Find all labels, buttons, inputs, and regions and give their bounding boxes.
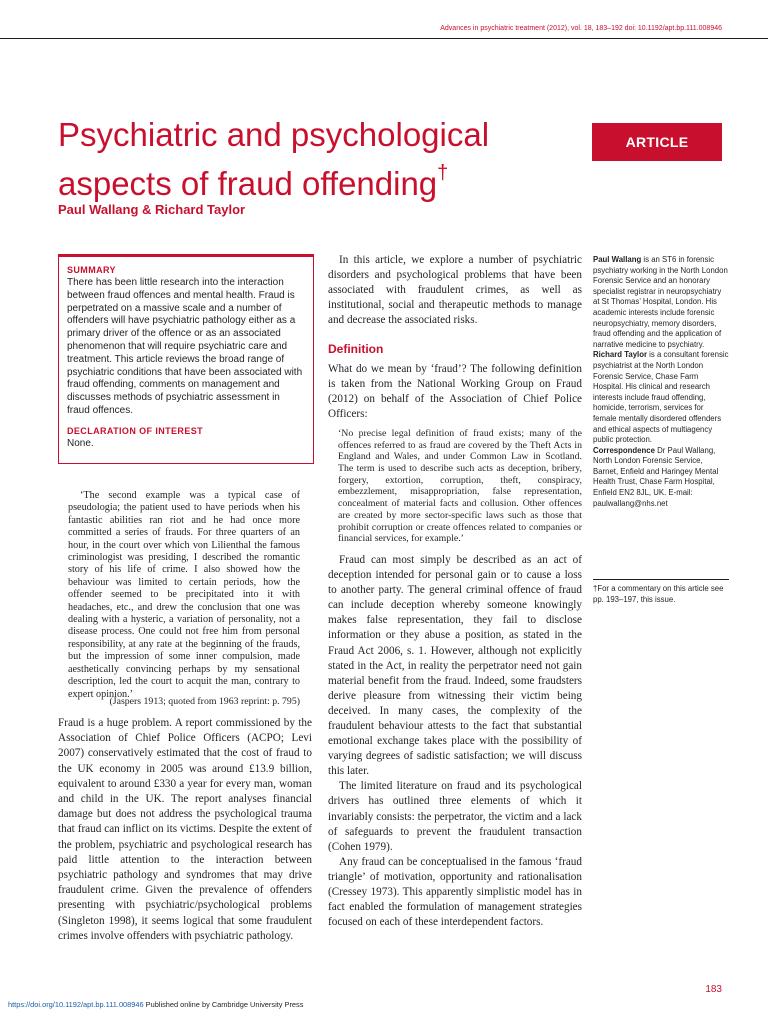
doi-link[interactable]: https://doi.org/10.1192/apt.bp.111.008946: [8, 1000, 144, 1009]
author-line: Paul Wallang & Richard Taylor: [58, 202, 246, 217]
author-bio-2: [593, 350, 729, 445]
epigraph-citation: (Jaspers 1913; quoted from 1963 reprint: p. 795): [109, 696, 300, 707]
running-head: Advances in psychiatric treatment (2012), vol. 18, 183–192 doi: 10.1192/apt.bp.111.008946: [440, 25, 722, 32]
declaration-text: None.: [67, 437, 94, 449]
summary-box: [58, 254, 314, 464]
body-column-2: [328, 253, 582, 930]
definition-paragraph: What do we mean by ‘fraud’? The following definition is taken from the National Working Group on Fraud (2012) on behalf of the Association of Chief Police Officers:: [328, 362, 582, 420]
body-paragraph: The limited literature on fraud and its psychological drivers has outlined three elements of which it invariably consists: the perpetrator, the victim and a lack of safeguards to prevent the fraudulent transaction (Cohen 1979).: [328, 780, 582, 853]
definition-quote: [338, 428, 582, 545]
correspondence-label: Correspondence: [593, 445, 655, 455]
author-bio-1-name: Paul Wallang: [593, 255, 642, 264]
body-paragraph: Any fraud can be conceptualised in the famous ‘fraud triangle’ of motivation, opportunity and rationalisation (Cressey 1973). This apparently simplistic model has in fact enabled the formulation of management strategies focused on each of these interdependent factors.: [328, 855, 582, 929]
article-title: [58, 114, 578, 205]
author-bio-1: [593, 255, 729, 350]
author-bio-2-text: is a consultant forensic psychiatrist at the North London Forensic Service, Chase Farm Hospital. His clinical and research interests include fraud offending, homicide, terrorism, services for female mentally disordered offenders and ethical aspects of multiagency public protection.: [593, 350, 729, 445]
intro-paragraph: In this article, we explore a number of psychiatric disorders and psychological problems that have been associated with fraudulent crimes, as well as institutional, social and therapeutic methods to manage and decrease the associated risks.: [328, 254, 582, 327]
summary-text: There has been little research into the interaction between fraud offences and mental health. Fraud is perpetrated on a massive scale and a number of offenders will have psychiatric pathology either as a primary driver of the offence or as an associated phenomenon that will require psychiatric care and treatment. This article reviews the broad range of psychiatric conditions that have been associated with fraud offending, comments on management and discusses methods of psychiatric assessment in fraud offences.: [67, 277, 303, 416]
author-bio-1-text: is an ST6 in forensic psychiatry working in the North London Forensic Service and an honorary specialist registrar in neuropsychiatry at St Thomas’ Hospital, London. His academic interests include forensic neuropsychiatry, memory disorders, fraud offending and the application of narrative medicine to psychiatry.: [593, 255, 728, 349]
summary-heading: SUMMARY: [67, 265, 116, 275]
correspondence-text: Dr Paul Wallang, North London Forensic Service, Barnet, Enfield and Haringey Mental Health Trust, Chase Farm Hospital, Enfield EN2 8JL, UK. E-mail: paulwallang@nhs.net: [593, 445, 719, 508]
declaration-heading: DECLARATION OF INTEREST: [67, 425, 204, 436]
page-number: 183: [705, 984, 722, 995]
correspondence: [593, 446, 729, 510]
article-title-text: Psychiatric and psychological aspects of fraud offending: [58, 116, 490, 202]
title-footnote-mark: †: [437, 162, 449, 184]
article-type-badge: ARTICLE: [592, 123, 722, 161]
footnote: †For a commentary on this article see pp. 193–197, this issue.: [593, 584, 724, 604]
definition-quote-text: ‘No precise legal definition of fraud exists; many of the offences referred to as fraud are covered by the Theft Acts in England and Wales, and under Common Law in Scotland. The term is used to describe such acts as deception, bribery, forgery, extortion, corruption, theft, conspiracy, embezzlement, misappropriation, false representation, concealment of material facts and collusion. Other offences are created by more sector-specific laws such as those that prohibit corruption or create offences related to companies or financial services, for example.’: [338, 427, 582, 545]
footnote-rule: [593, 579, 729, 580]
author-bio-2-name: Richard Taylor: [593, 350, 648, 360]
section-heading-definition: Definition: [328, 342, 384, 357]
header-rule: [0, 38, 768, 39]
body-paragraph: Fraud can most simply be described as an act of deception intended for personal gain or to cause a loss to another party. The general criminal offence of fraud can include deception whereby someone knowingly makes false representation, they fail to disclose information or they abuse a position, as stated in the Fraud Act 2006, s. 1. However, although not explicitly stated in the Act, in reality the perpetrator need not gain material benefit from the fraud. Indeed, some fraudsters derive pleasure from witnessing their victim being deceived. In many cases, the complexity of the fraudulent behaviour attests to the fact that substantial emotional exchange takes place with the possibility of varying degrees of sadistic satisfaction; we will discuss this later.: [328, 553, 582, 778]
epigraph-text: ‘The second example was a typical case of pseudologia; the patient used to have periods when his fantastic abilities ran riot and he had once more committed a series of frauds. For three quarters of an hour, in the court over which von Lilienthal the famous criminologist was presiding, I described the romantic story of his life of crime. I also showed how the behaviour was limited to certain periods, how the offender seemed to be precipitated into it with headaches, etc., and drew the conclusion that one was dealing with a hysteric, a variation of personality, not a disease process. One could not free him from personal responsibility, at any rate at the beginning of the frauds, but the impression of some inner compulsion, made aesthetically convincing perhaps by my sensational description, led the court to acquit the man, contrary to expert opinion.’: [68, 490, 300, 700]
publisher-text: Published online by Cambridge University Press: [143, 1000, 304, 1009]
epigraph-quote: [68, 490, 300, 701]
author-bios: [593, 255, 729, 509]
body-column-1: [58, 716, 312, 944]
body-paragraph: Fraud is a huge problem. A report commissioned by the Association of Chief Police Officers (ACPO; Levi 2007) conservatively estimated that the cost of fraud to the UK economy in 2005 was around £13.9 billion, equivalent to around £330 a year for every man, woman and child in the UK. The report analyses financial damage but does not address the psychological trauma that fraud can inflict on its victims. Despite the extent of the problem, psychiatric and psychological research has paid little attention to the interaction between psychiatric pathology and syndromes that may drive fraudulent crime. Given the prevalence of offenders presenting with psychiatric/psychological problems (Singleton 1998), it seems logical that some fraudulent crimes involve offenders with psychiatric pathology.: [58, 717, 312, 942]
footer: [8, 1000, 303, 1009]
